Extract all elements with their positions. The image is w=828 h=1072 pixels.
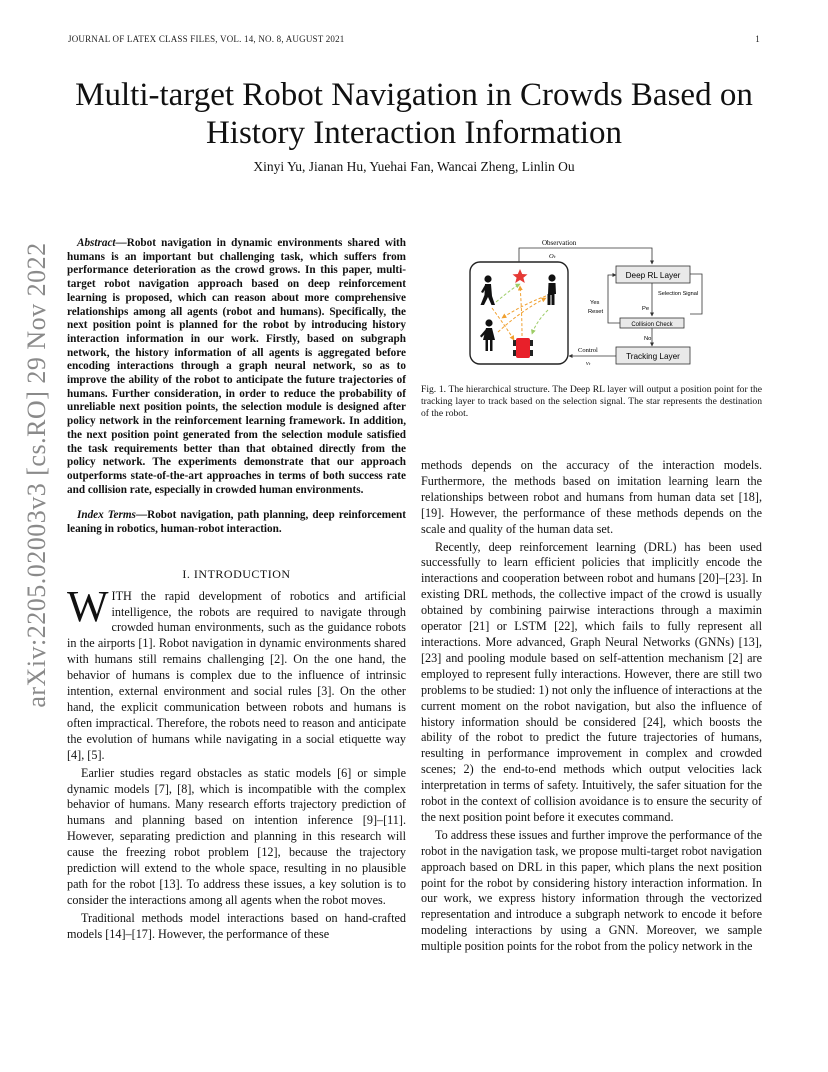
- destination-star-icon: [513, 269, 528, 283]
- index-terms: [67, 509, 406, 536]
- abstract-label: Abstract: [77, 237, 116, 249]
- arxiv-watermark: [14, 242, 60, 708]
- figure-1: [462, 232, 720, 372]
- paper-title: Multi-target Robot Navigation in Crowds Based on History Interaction Information: [75, 77, 753, 151]
- selection-signal-label: Selection Signal: [658, 291, 699, 297]
- right-paragraph-3: To address these issues and further improve the performance of the robot in the navigation task, we propose multi-target robot navigation approach based on DRL in this paper, which plans the next position point for the robot by considering history interaction information. In our work, we express history information through the vectorized representation and introduce a subgraph network to encode it before modeling interactions by using a GNN. Moreover, we sample multiple position points for the robot from the policy network in the: [421, 827, 762, 954]
- paper-authors: Xinyi Yu, Jianan Hu, Yuehai Fan, Wancai Zheng, Linlin Ou: [253, 159, 575, 174]
- drop-cap: W: [67, 581, 109, 631]
- index-terms-text: —Robot navigation, path planning, deep reinforcement leaning in robotics, human-robot interaction.: [67, 509, 406, 536]
- left-column: [67, 237, 406, 943]
- yes-label: Yes: [590, 300, 600, 306]
- human-standing-icon: [548, 274, 557, 305]
- reset-label: Reset: [588, 309, 604, 315]
- observation-label: Observation: [542, 239, 577, 247]
- control-label: Control: [578, 347, 598, 354]
- deep-rl-label: Deep RL Layer: [625, 271, 681, 280]
- arxiv-id: arXiv:2205.02003v3 [cs.RO] 29 Nov 2022: [22, 242, 51, 708]
- trajectory-orange-2: [492, 308, 514, 340]
- abstract: [67, 237, 406, 497]
- right-column: [421, 458, 762, 955]
- trajectory-green-1: [496, 284, 520, 302]
- figure-1-caption: Fig. 1. The hierarchical structure. The Deep RL layer will output a position point for the tracking layer to track based on the selection signal. The star represents the destination of the robot.: [421, 384, 762, 419]
- trajectory-orange-3: [520, 286, 522, 336]
- robot-icon: [513, 338, 533, 358]
- intro-paragraph-1: WITH the rapid development of robotics and artificial intelligence, the robots are required to navigate through crowded human environments, such as the guidance robots in the airports [1]. Robot navigation in dynamic environments shared with humans still remains challenging [2]. On the one hand, the behavior of humans is complex due to the influence of intrinsic intention, external environment and social rules [3]. On the other hand, the explicit communication between robots and humans is often impractical. Therefore, the robots need to reason and anticipate the evolution of humans while navigating in a social etiquette way [4], [5].: [67, 581, 406, 762]
- journal-header: JOURNAL OF LATEX CLASS FILES, VOL. 14, NO. 8, AUGUST 2021: [68, 34, 345, 44]
- trajectory-orange-4: [502, 296, 546, 318]
- human-woman-icon: [480, 319, 495, 351]
- intro-paragraph-2: Earlier studies regard obstacles as static models [6] or simple dynamic models [7], [8], which is incompatible with the complex behavior of humans. Many research efforts trajectory prediction of humans and planning based on intention inference [9]–[11]. However, separating prediction and planning in this research will cause the freezing robot problem [12], because the trajectory prediction will extend to the whole space, resulting in no plausible path for the robot [13]. To address these issues, a key solution is to consider the interactions among all agents when the robot moves.: [67, 765, 406, 907]
- collision-check-label: Collision Check: [631, 322, 673, 328]
- page-number: 1: [755, 34, 760, 44]
- hierarchical-structure-diagram: [462, 232, 720, 372]
- control-symbol: vₜ: [586, 361, 591, 367]
- abstract-text: —Robot navigation in dynamic environments shared with humans is an important but challenging task, which suffers from performance deterioration as the crowd grows. In this paper, multi-target robot navigation approach based on deep reinforcement learning is proposed, which can reason about more comprehensive relationships among all agents (robot and humans). Specifically, the next position point is planned for the robot by introducing history interaction information in our work. Firstly, based on subgraph network, the history information of all agents is aggregated before encoding interactions through a graph neural network, so as to improve the ability of the robot to anticipate the future trajectories of humans. Further consideration, in order to reduce the probability of unreliable next position points, the selection module is designed after policy network in the reinforcement learning framework. In addition, the next position point generated from the selection module satisfied the task requirements better than that obtained directly from the policy network. The experiments demonstrate that our approach outperforms state-of-the-art approaches in terms of both success rate and collision rate, especially in crowded human environments.: [67, 237, 406, 496]
- tracking-label: Tracking Layer: [626, 352, 680, 361]
- right-paragraph-2: Recently, deep reinforcement learning (DRL) has been used successfully to learn efficient policies that implicitly encode the interactions and cooperation between robot and humans [20]–[23]. In existing DRL methods, the collective impact of the crowd is usually obtained by combining pairwise interactions through a maximin operator [21] or LSTM [22], which fails to fully represent all interactions. More advanced, Graph Neural Networks (GNNs) [13], [23] and pooling module based on self-attention mechanism [2] are employed to represent fully interactions. However, there are still two problems to be studied: 1) not only the influence of interactions at the current moment on the robot navigation, but also the influence of history information should be considered [24], which boosts the ability of the robot to predict the future trajectories of humans, resulting in performance improvement in complex and crowded scenes; 2) the end-to-end methods which output velocities lack interpretation in terms of safety. Intuitively, the safer situation for the robot in the context of collision avoidance is to ensure the security of the next position point before it executes command.: [421, 539, 762, 824]
- no-label: No: [644, 336, 652, 342]
- pe-label: Pe: [642, 306, 650, 312]
- section-heading-introduction: I. INTRODUCTION: [182, 566, 291, 581]
- observation-symbol: Oₜ: [549, 253, 556, 260]
- right-paragraph-1: methods depends on the accuracy of the interaction models. Furthermore, the methods based on imitation learning learn the relationships between robot and humans from human data set [18], [19]. However, the performance of these methods depends on the scale and quality of the human data set.: [421, 458, 762, 536]
- human-walking-icon: [481, 275, 496, 305]
- index-terms-label: Index Terms: [77, 509, 136, 522]
- trajectory-green-2: [532, 310, 548, 334]
- intro-paragraph-3: Traditional methods model interactions based on hand-crafted models [14]–[17]. However, the performance of these: [67, 910, 406, 941]
